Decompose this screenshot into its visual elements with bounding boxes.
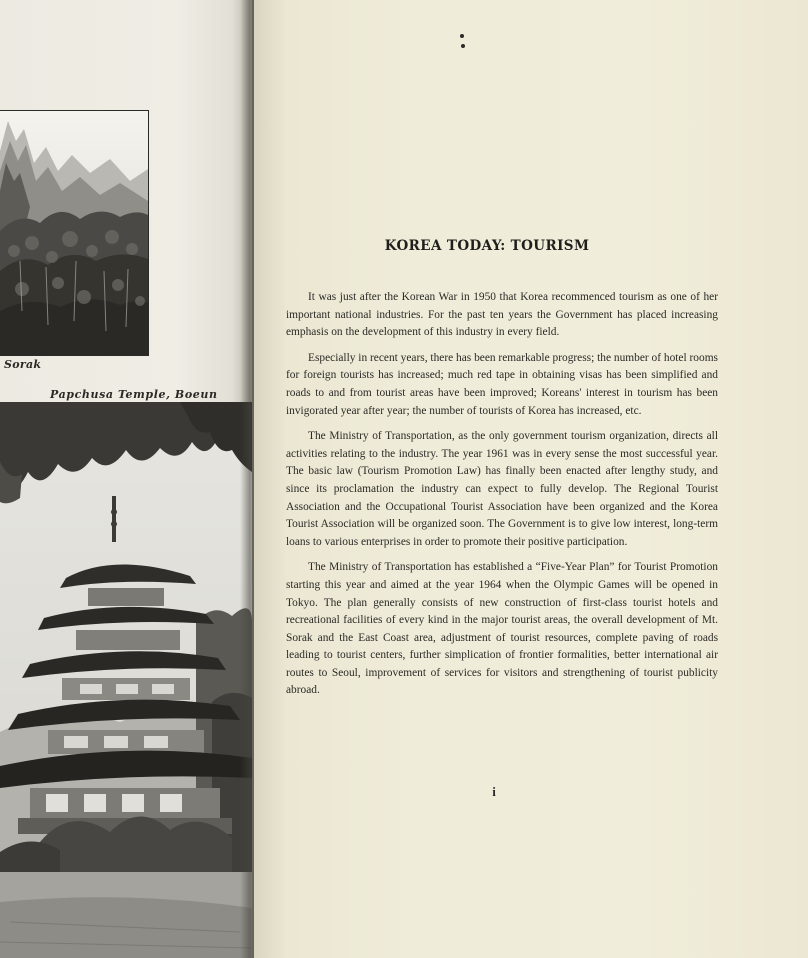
paragraph: Especially in recent years, there has been remarkable progress; the number of hotel rooms for foreign tourists has increased; much red tape in obtaining visas has been simplified and roads to and from tourist areas have been improved; Koreans' interest in tourism has been invigorated year after year; the number of tourists of Korea has increased, etc. (286, 351, 718, 417)
paragraph: It was just after the Korean War in 1950 that Korea recommenced tourism as one of her important national industries. For the past ten years the Government has placed increasing emphasis on the development of this industry in every field. (286, 291, 718, 339)
left-page (0, 0, 252, 958)
binding-staple-marks (460, 34, 468, 56)
staple-mark (461, 44, 465, 48)
five-storey-pagoda-illustration (0, 402, 252, 958)
papchusa-temple-photo (0, 402, 252, 958)
article-body (286, 289, 718, 708)
caption-papchusa-temple: Papchusa Temple, Boeun (50, 388, 218, 401)
sorak-mountain-illustration (0, 111, 148, 355)
article-title: KOREA TODAY: TOURISM (384, 238, 590, 254)
sorak-mountain-photo (0, 110, 149, 356)
paragraph: The Ministry of Transportation, as the only government tourism organization, directs all activities relating to the industry. The year 1961 was in every sense the most successful year. The basic law (Tourism Promotion Law) has finally been enacted after lengthy study, and since its proclamation the industry can expect to fully develop. The Regional Tourist Association and the Occupational Tourist Association have been organized and the Korea Tourist Association will be organized soon. The Government is to give low interest, long-term loans to various enterprises in order to promote their positive participation. (286, 430, 718, 548)
paragraph: The Ministry of Transportation has established a “Five-Year Plan” for Tourist Promotion starting this year and aimed at the year 1964 when the Olympic Games will be opened in Tokyo. The plan generally consists of new construction of first-class tourist hotels and recreational facilities of every kind in the major tourist areas, the overall development of Mt. Sorak and the East Coast area, adjustment of tourist resources, complete paving of roads leading to tourist centers, further simplication of frontier formalities, better international air routes to Seoul, improvement of services for visitors and strengthening of tourist publicity abroad. (286, 561, 718, 697)
page-number: i (492, 784, 496, 799)
right-page (254, 0, 808, 958)
caption-sorak: Sorak (4, 358, 42, 371)
staple-mark (460, 34, 464, 38)
